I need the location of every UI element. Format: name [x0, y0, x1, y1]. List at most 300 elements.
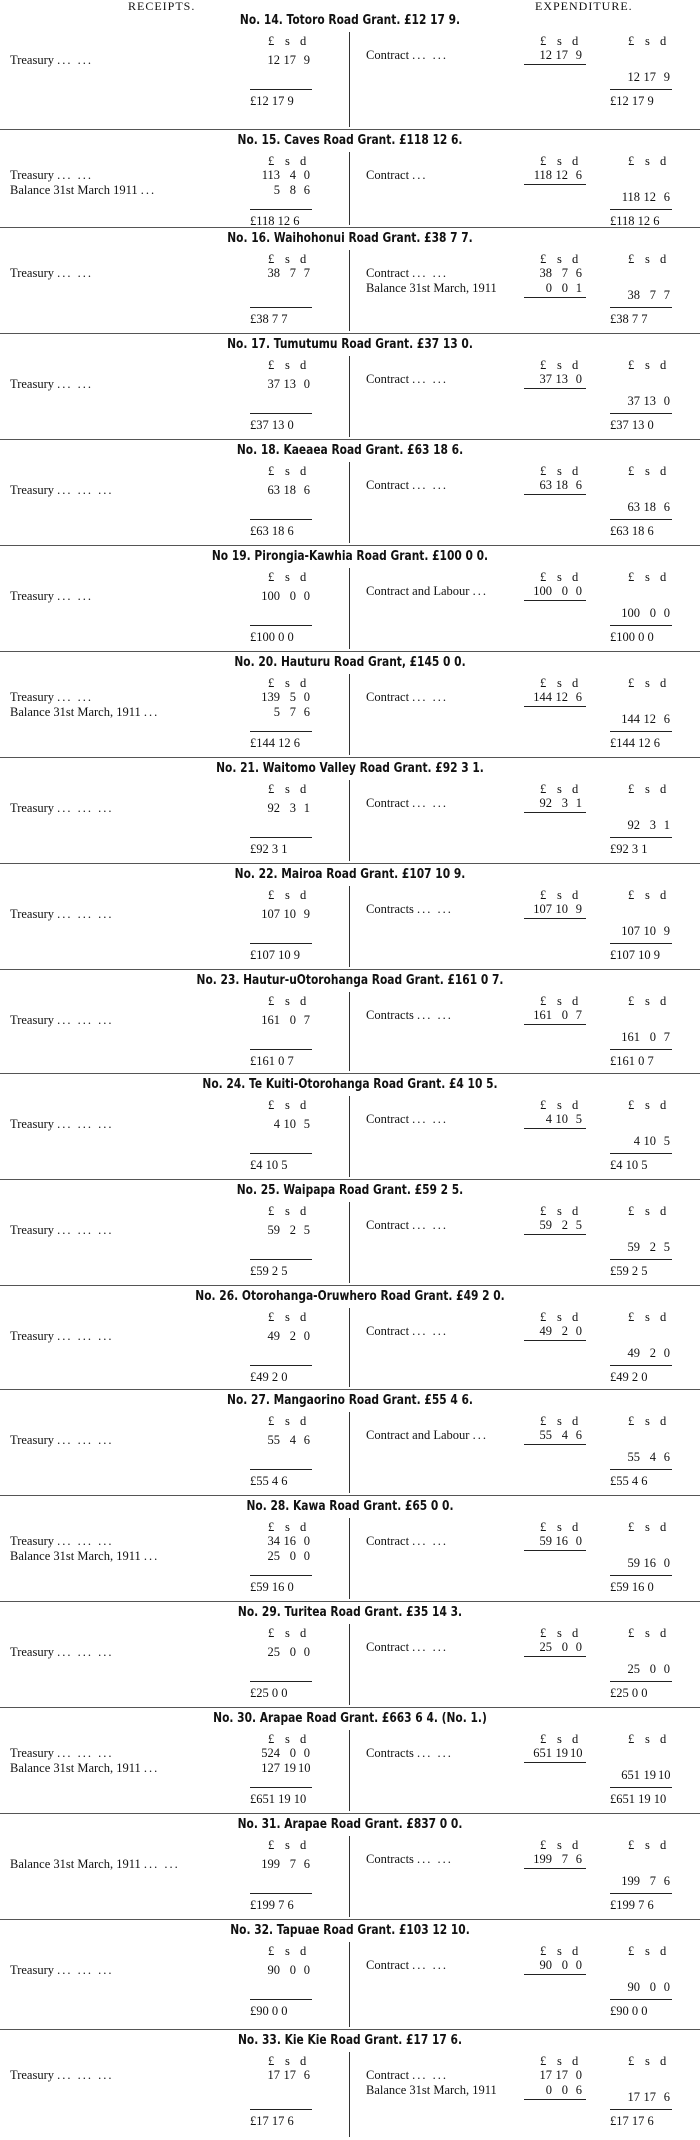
pence-mark: d	[300, 2054, 307, 2068]
receipt-label	[10, 801, 113, 816]
sum-rule	[610, 1787, 672, 1788]
receipt-label	[10, 1013, 113, 1028]
receipt-label	[10, 1761, 159, 1776]
grant-section	[0, 130, 700, 228]
amount-pence: 9	[663, 924, 670, 938]
sum-rule	[250, 1153, 312, 1154]
pound-mark: £	[628, 994, 635, 1008]
amount-shillings: 0	[289, 1645, 296, 1659]
shilling-mark: s	[645, 1520, 650, 1534]
grant-title: No. 14. Totoro Road Grant. £12 17 9.	[239, 13, 461, 28]
amount-pence: 0	[575, 372, 582, 386]
sum-rule	[524, 297, 586, 298]
amount-pence: 0	[303, 589, 310, 603]
receipt-name: Treasury	[10, 168, 54, 182]
pence-mark: d	[300, 1204, 307, 1218]
pence-mark: d	[660, 464, 667, 478]
shilling-mark: s	[645, 154, 650, 168]
amount-pence: 0	[575, 1640, 582, 1654]
pound-mark: £	[268, 34, 275, 48]
sum-rule	[610, 1469, 672, 1470]
column-divider	[349, 462, 350, 543]
amount-pence: 0	[663, 1556, 670, 1570]
amount-pounds: 107	[533, 902, 552, 916]
amount-pence: 1	[303, 801, 310, 815]
shilling-mark: s	[645, 1732, 650, 1746]
expenditure-total: £17 17 6	[610, 2114, 654, 2128]
sum-rule	[524, 1444, 586, 1445]
expenditure-label	[366, 1958, 448, 1973]
amount-pence: 10	[298, 1761, 311, 1775]
amount-shillings: 0	[561, 2083, 568, 2097]
expenditure-name: Contract	[366, 796, 410, 810]
amount-pounds: 12	[539, 48, 552, 62]
amount-pounds: 161	[261, 1013, 280, 1027]
pound-mark: £	[540, 154, 547, 168]
column-divider	[349, 886, 350, 967]
sum-rule	[250, 1365, 312, 1366]
pound-mark: £	[268, 570, 275, 584]
amount-pounds: 63	[267, 483, 280, 497]
amount-shillings: 19	[643, 1768, 656, 1782]
receipt-label	[10, 1857, 180, 1872]
shilling-mark: s	[285, 358, 290, 372]
amount-pence: 5	[303, 1223, 310, 1237]
amount-shillings: 2	[561, 1324, 568, 1338]
shilling-mark: s	[557, 1732, 562, 1746]
amount-shillings: 4	[649, 1450, 656, 1464]
amount-pence: 0	[663, 606, 670, 620]
grant-section	[0, 970, 700, 1074]
expenditure-name: Contracts	[366, 1008, 414, 1022]
amount-pounds: 92	[539, 796, 552, 810]
pound-mark: £	[268, 154, 275, 168]
shilling-mark: s	[557, 1310, 562, 1324]
amount-shillings: 7	[561, 266, 568, 280]
leader-dots: ... ...	[412, 1958, 449, 1972]
pound-mark: £	[540, 782, 547, 796]
shilling-mark: s	[557, 1520, 562, 1534]
amount-pence: 0	[303, 1329, 310, 1343]
sum-rule	[250, 1049, 312, 1050]
amount-pounds: 55	[267, 1433, 280, 1447]
shilling-mark: s	[557, 2054, 562, 2068]
leader-dots: ... ...	[57, 168, 93, 182]
amount-pence: 6	[575, 1852, 582, 1866]
amount-shillings: 0	[289, 1746, 296, 1760]
receipts-total: £12 17 9	[250, 94, 294, 108]
amount-pounds: 25	[267, 1549, 280, 1563]
grant-title: No. 20. Hauturu Road Grant, £145 0 0.	[234, 655, 466, 670]
pence-mark: d	[300, 1944, 307, 1958]
amount-shillings: 19	[283, 1761, 296, 1775]
amount-pence: 1	[663, 818, 670, 832]
pound-mark: £	[540, 888, 547, 902]
pence-mark: d	[660, 782, 667, 796]
leader-dots: ... ...	[412, 1324, 449, 1338]
leader-dots: ...	[143, 1549, 160, 1563]
amount-pounds: 59	[627, 1556, 640, 1570]
receipts-total: £4 10 5	[250, 1158, 288, 1172]
receipt-name: Treasury	[10, 1433, 54, 1447]
column-divider	[349, 1202, 350, 1283]
leader-dots: ... ... ...	[57, 1963, 114, 1977]
leader-dots: ... ... ...	[57, 801, 114, 815]
grant-section	[0, 1602, 700, 1708]
amount-shillings: 12	[643, 712, 656, 726]
leader-dots: ... ...	[412, 690, 449, 704]
leader-dots: ... ...	[417, 1746, 453, 1760]
expenditure-total: £144 12 6	[610, 736, 660, 750]
leader-dots: ... ...	[412, 1218, 449, 1232]
amount-pounds: 38	[539, 266, 552, 280]
sum-rule	[250, 1893, 312, 1894]
leader-dots: ... ... ...	[57, 1223, 114, 1237]
expenditure-label	[366, 1008, 453, 1023]
grant-title: No. 24. Te Kuiti-Otorohanga Road Grant. £4 10 5.	[202, 1077, 498, 1092]
leader-dots: ... ...	[412, 796, 449, 810]
amount-shillings: 0	[561, 281, 568, 295]
amount-pence: 0	[575, 1958, 582, 1972]
expenditure-label	[366, 584, 488, 599]
receipt-name: Treasury	[10, 1013, 54, 1027]
sum-rule	[524, 1550, 586, 1551]
expenditure-label	[366, 902, 453, 917]
column-divider	[349, 356, 350, 437]
expenditure-label	[366, 1640, 448, 1655]
grant-section	[0, 864, 700, 970]
amount-pence: 0	[303, 690, 310, 704]
pence-mark: d	[572, 1732, 579, 1746]
amount-pounds: 49	[267, 1329, 280, 1343]
amount-pounds: 144	[621, 712, 640, 726]
amount-shillings: 18	[643, 500, 656, 514]
pound-mark: £	[540, 1098, 547, 1112]
amount-shillings: 7	[289, 1857, 296, 1871]
amount-pence: 1	[575, 796, 582, 810]
amount-shillings: 0	[289, 1549, 296, 1563]
amount-pence: 7	[663, 288, 670, 302]
amount-pence: 0	[303, 1963, 310, 1977]
amount-pounds: 25	[539, 1640, 552, 1654]
sum-rule	[610, 519, 672, 520]
pound-mark: £	[540, 570, 547, 584]
amount-pounds: 12	[267, 53, 280, 67]
expenditure-name: Contract	[366, 372, 410, 386]
sum-rule	[610, 1681, 672, 1682]
grant-section	[0, 1180, 700, 1286]
amount-pounds: 25	[627, 1662, 640, 1676]
shilling-mark: s	[557, 1098, 562, 1112]
sum-rule	[610, 1365, 672, 1366]
grant-section	[0, 10, 700, 130]
sum-rule	[250, 943, 312, 944]
pence-mark: d	[300, 676, 307, 690]
expenditure-total: £59 16 0	[610, 1580, 654, 1594]
amount-pounds: 144	[533, 690, 552, 704]
column-divider	[349, 1942, 350, 2027]
amount-pence: 0	[303, 377, 310, 391]
amount-pounds: 17	[627, 2090, 640, 2104]
sum-rule	[610, 1049, 672, 1050]
amount-shillings: 0	[561, 1008, 568, 1022]
pound-mark: £	[268, 1204, 275, 1218]
leader-dots: ...	[143, 705, 160, 719]
amount-pounds: 100	[621, 606, 640, 620]
expenditure-label	[366, 372, 448, 387]
amount-pounds: 59	[267, 1223, 280, 1237]
sum-rule	[610, 731, 672, 732]
amount-shillings: 0	[289, 589, 296, 603]
amount-shillings: 0	[649, 1662, 656, 1676]
amount-pence: 9	[575, 902, 582, 916]
pound-mark: £	[628, 1732, 635, 1746]
pound-mark: £	[628, 1944, 635, 1958]
expenditure-label	[366, 478, 448, 493]
leader-dots: ...	[412, 168, 428, 182]
amount-pence: 6	[303, 2068, 310, 2082]
leader-dots: ... ...	[412, 48, 449, 62]
pound-mark: £	[628, 1414, 635, 1428]
shilling-mark: s	[557, 1204, 562, 1218]
column-divider	[349, 780, 350, 861]
amount-pence: 6	[303, 183, 310, 197]
expenditure-total: £37 13 0	[610, 418, 654, 432]
receipts-total: £161 0 7	[250, 1054, 294, 1068]
receipt-name: Treasury	[10, 483, 54, 497]
column-divider	[349, 1412, 350, 1493]
grant-section	[0, 2030, 700, 2139]
expenditure-total: £4 10 5	[610, 1158, 648, 1172]
pound-mark: £	[540, 1944, 547, 1958]
shilling-mark: s	[645, 34, 650, 48]
shilling-mark: s	[645, 1944, 650, 1958]
column-divider	[349, 152, 350, 225]
shilling-mark: s	[285, 994, 290, 1008]
grant-section	[0, 1390, 700, 1496]
receipt-name: Treasury	[10, 589, 54, 603]
amount-shillings: 0	[561, 1958, 568, 1972]
expenditure-label	[366, 1112, 448, 1127]
shilling-mark: s	[645, 888, 650, 902]
column-divider	[349, 1624, 350, 1705]
shilling-mark: s	[285, 252, 290, 266]
shilling-mark: s	[645, 570, 650, 584]
leader-dots: ... ... ...	[57, 1433, 114, 1447]
expenditure-name: Contract	[366, 690, 410, 704]
grant-title: No. 25. Waipapa Road Grant. £59 2 5.	[236, 1183, 464, 1198]
receipt-name: Balance 31st March, 1911	[10, 705, 141, 719]
amount-pence: 9	[303, 53, 310, 67]
amount-pence: 0	[663, 394, 670, 408]
sum-rule	[610, 943, 672, 944]
shilling-mark: s	[645, 1626, 650, 1640]
receipt-name: Balance 31st March 1911	[10, 183, 138, 197]
expenditure-name: Contract	[366, 1958, 410, 1972]
amount-pounds: 100	[533, 584, 552, 598]
amount-shillings: 7	[289, 266, 296, 280]
sum-rule	[250, 1787, 312, 1788]
expenditure-name: Contract	[366, 1112, 410, 1126]
amount-pounds: 4	[273, 1117, 280, 1131]
receipt-name: Treasury	[10, 907, 54, 921]
pound-mark: £	[268, 1626, 275, 1640]
amount-shillings: 13	[283, 377, 296, 391]
shilling-mark: s	[557, 888, 562, 902]
pence-mark: d	[660, 358, 667, 372]
amount-shillings: 10	[643, 1134, 656, 1148]
sum-rule	[524, 494, 586, 495]
amount-shillings: 17	[643, 2090, 656, 2104]
leader-dots: ...	[472, 1428, 488, 1442]
sum-rule	[524, 1024, 586, 1025]
amount-shillings: 0	[561, 1640, 568, 1654]
receipt-name: Treasury	[10, 1223, 54, 1237]
receipt-label	[10, 1223, 113, 1238]
sum-rule	[524, 1974, 586, 1975]
receipt-label	[10, 183, 156, 198]
shilling-mark: s	[645, 1838, 650, 1852]
receipt-name: Treasury	[10, 1963, 54, 1977]
shilling-mark: s	[645, 358, 650, 372]
leader-dots: ... ... ...	[57, 2068, 114, 2082]
grant-title: No. 30. Arapae Road Grant. £663 6 4. (No. 1.)	[213, 1711, 487, 1726]
grant-title: No. 16. Waihohonui Road Grant. £38 7 7.	[227, 231, 473, 246]
amount-pounds: 161	[533, 1008, 552, 1022]
pound-mark: £	[540, 1310, 547, 1324]
amount-pence: 6	[663, 190, 670, 204]
amount-shillings: 2	[649, 1346, 656, 1360]
sum-rule	[610, 1575, 672, 1576]
pence-mark: d	[572, 154, 579, 168]
amount-shillings: 17	[555, 2068, 568, 2082]
amount-pounds: 199	[261, 1857, 280, 1871]
expenditure-label	[366, 1324, 448, 1339]
sum-rule	[524, 1656, 586, 1657]
amount-pounds: 107	[261, 907, 280, 921]
expenditure-label	[366, 1218, 448, 1233]
amount-pounds: 161	[621, 1030, 640, 1044]
pound-mark: £	[540, 34, 547, 48]
pence-mark: d	[572, 1520, 579, 1534]
amount-pounds: 4	[633, 1134, 640, 1148]
pound-mark: £	[540, 464, 547, 478]
amount-pence: 0	[575, 2068, 582, 2082]
sum-rule	[524, 1340, 586, 1341]
column-divider	[349, 1836, 350, 1917]
expenditure-total: £118 12 6	[610, 214, 660, 228]
receipt-label	[10, 1534, 113, 1549]
amount-shillings: 17	[555, 48, 568, 62]
grant-title: No. 22. Mairoa Road Grant. £107 10 9.	[234, 867, 466, 882]
receipt-label	[10, 168, 93, 183]
amount-pence: 10	[658, 1768, 671, 1782]
pence-mark: d	[660, 1732, 667, 1746]
column-divider	[349, 32, 350, 127]
amount-pence: 6	[575, 168, 582, 182]
expenditure-name: Contract and Labour	[366, 1428, 470, 1442]
pound-mark: £	[268, 782, 275, 796]
amount-pounds: 199	[621, 1874, 640, 1888]
pence-mark: d	[572, 464, 579, 478]
expenditure-label	[366, 48, 448, 63]
pence-mark: d	[572, 1944, 579, 1958]
pence-mark: d	[660, 1944, 667, 1958]
shilling-mark: s	[285, 1732, 290, 1746]
amount-shillings: 0	[561, 584, 568, 598]
shilling-mark: s	[285, 888, 290, 902]
amount-shillings: 17	[643, 70, 656, 84]
grant-title: No. 27. Mangaorino Road Grant. £55 4 6.	[227, 1393, 473, 1408]
expenditure-heading: EXPENDITURE.	[535, 0, 633, 13]
shilling-mark: s	[557, 252, 562, 266]
pence-mark: d	[660, 570, 667, 584]
leader-dots: ...	[472, 584, 488, 598]
amount-pounds: 118	[533, 168, 552, 182]
grant-section	[0, 1074, 700, 1180]
sum-rule	[250, 1999, 312, 2000]
receipt-name: Treasury	[10, 266, 54, 280]
shilling-mark: s	[557, 782, 562, 796]
sum-rule	[610, 837, 672, 838]
receipt-name: Treasury	[10, 1534, 54, 1548]
receipt-name: Treasury	[10, 801, 54, 815]
amount-pence: 0	[303, 168, 310, 182]
expenditure-name: Contracts	[366, 1852, 414, 1866]
sum-rule	[524, 2099, 586, 2100]
pence-mark: d	[660, 252, 667, 266]
amount-pence: 7	[575, 1008, 582, 1022]
leader-dots: ... ...	[57, 589, 93, 603]
grant-section	[0, 1814, 700, 1920]
expenditure-label	[366, 281, 497, 296]
shilling-mark: s	[557, 676, 562, 690]
amount-pounds: 100	[261, 589, 280, 603]
amount-shillings: 18	[283, 483, 296, 497]
shilling-mark: s	[285, 1310, 290, 1324]
expenditure-name: Contract	[366, 1640, 410, 1654]
receipts-total: £17 17 6	[250, 2114, 294, 2128]
column-divider	[349, 674, 350, 755]
receipts-total: £37 13 0	[250, 418, 294, 432]
amount-pounds: 139	[261, 690, 280, 704]
leader-dots: ... ...	[57, 266, 93, 280]
column-divider	[349, 250, 350, 331]
amount-pounds: 59	[539, 1534, 552, 1548]
expenditure-label	[366, 1428, 488, 1443]
receipts-total: £59 16 0	[250, 1580, 294, 1594]
sum-rule	[524, 184, 586, 185]
pence-mark: d	[300, 570, 307, 584]
shilling-mark: s	[645, 2054, 650, 2068]
pence-mark: d	[660, 1204, 667, 1218]
expenditure-total: £59 2 5	[610, 1264, 648, 1278]
grant-section	[0, 1708, 700, 1814]
shilling-mark: s	[645, 676, 650, 690]
pence-mark: d	[300, 1098, 307, 1112]
grant-title: No. 17. Tumutumu Road Grant. £37 13 0.	[227, 337, 473, 352]
sum-rule	[250, 731, 312, 732]
amount-pence: 6	[575, 1428, 582, 1442]
expenditure-total: £63 18 6	[610, 524, 654, 538]
amount-pence: 6	[575, 266, 582, 280]
pence-mark: d	[300, 1838, 307, 1852]
pence-mark: d	[660, 2054, 667, 2068]
amount-pence: 0	[663, 1346, 670, 1360]
shilling-mark: s	[285, 1204, 290, 1218]
expenditure-total: £651 19 10	[610, 1792, 667, 1806]
shilling-mark: s	[645, 1098, 650, 1112]
